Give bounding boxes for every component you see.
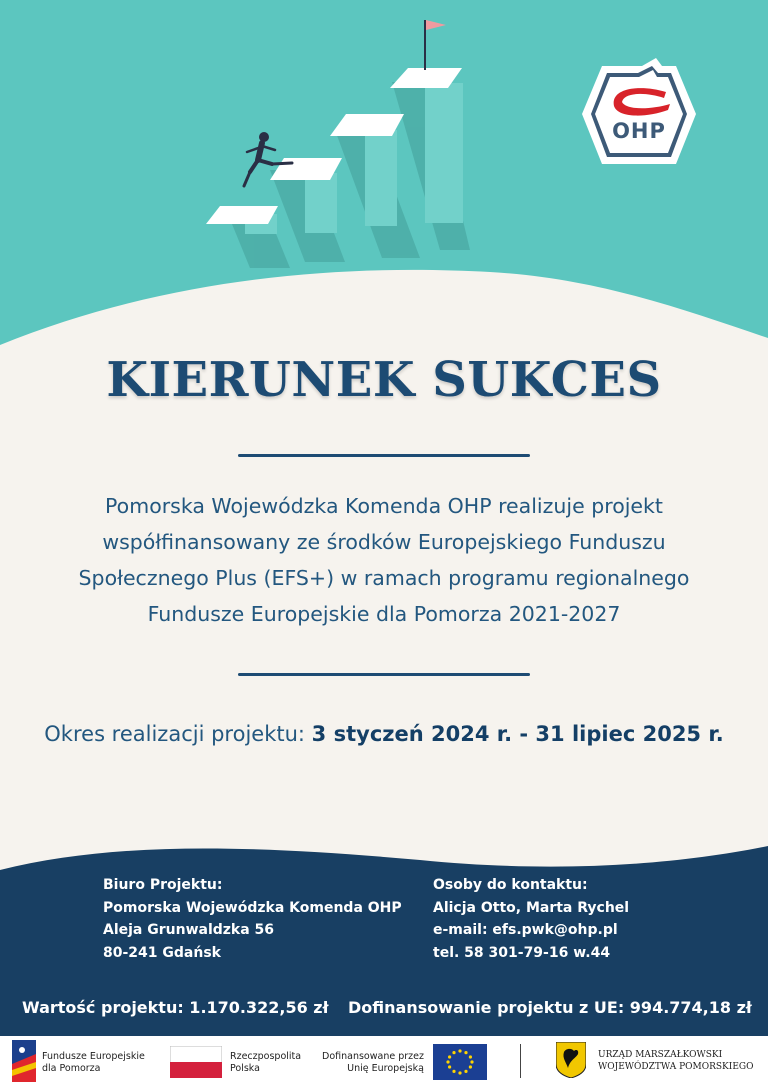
description-line: Fundusze Europejskie dla Pomorza 2021-2027 xyxy=(147,602,621,626)
project-period xyxy=(0,722,768,746)
page-title: KIERUNEK SUKCES xyxy=(106,352,662,408)
um-logo-text: URZĄD MARSZAŁKOWSKI WOJEWÓDZTWA POMORSKIEGO xyxy=(598,1050,754,1072)
divider xyxy=(238,454,530,457)
logo-text: OHP xyxy=(612,119,666,143)
office-city: 80-241 Gdańsk xyxy=(103,944,221,961)
contact-info xyxy=(433,874,629,964)
office-heading: Biuro Projektu: xyxy=(103,877,223,893)
ohp-emblem-icon xyxy=(580,58,698,170)
eu-cofinancing: Dofinansowanie projektu z UE: 994.774,18 zł xyxy=(348,998,752,1017)
hero-illustration xyxy=(0,0,768,360)
office-info xyxy=(103,874,402,964)
project-value: Wartość projektu: 1.170.322,56 zł xyxy=(22,998,329,1017)
pomorskie-crest-icon xyxy=(556,1042,586,1078)
polish-flag-icon xyxy=(170,1046,222,1078)
fe-logo-text: Fundusze Europejskie dla Pomorza xyxy=(42,1051,145,1074)
description-line: Pomorska Wojewódzka Komenda OHP realizuje projekt xyxy=(105,494,663,518)
office-name: Pomorska Wojewódzka Komenda OHP xyxy=(103,899,402,916)
period-label: Okres realizacji projektu: xyxy=(44,722,305,746)
rp-logo-text: Rzeczpospolita Polska xyxy=(230,1051,302,1074)
eu-logo-text: Dofinansowane przez Unię Europejską xyxy=(322,1051,424,1074)
contact-heading: Osoby do kontaktu: xyxy=(433,877,588,893)
logo-separator xyxy=(520,1044,521,1078)
eu-flag-icon xyxy=(433,1044,487,1080)
office-street: Aleja Grunwaldzka 56 xyxy=(103,922,275,938)
divider xyxy=(238,673,530,676)
period-value: 3 styczeń 2024 r. - 31 lipiec 2025 r. xyxy=(311,722,724,746)
contact-people: Alicja Otto, Marta Rychel xyxy=(433,899,630,916)
fe-flag-icon xyxy=(12,1040,36,1082)
funding-logos-strip xyxy=(0,1036,768,1086)
description-line: współfinansowany ze środków Europejskiego Funduszu xyxy=(102,530,666,554)
project-description xyxy=(30,488,738,632)
contact-phone[interactable]: tel. 58 301-79-16 w.44 xyxy=(433,944,611,961)
contact-email[interactable]: e-mail: efs.pwk@ohp.pl xyxy=(433,922,618,938)
description-line: Społecznego Plus (EFS+) w ramach programu regionalnego xyxy=(78,566,690,590)
